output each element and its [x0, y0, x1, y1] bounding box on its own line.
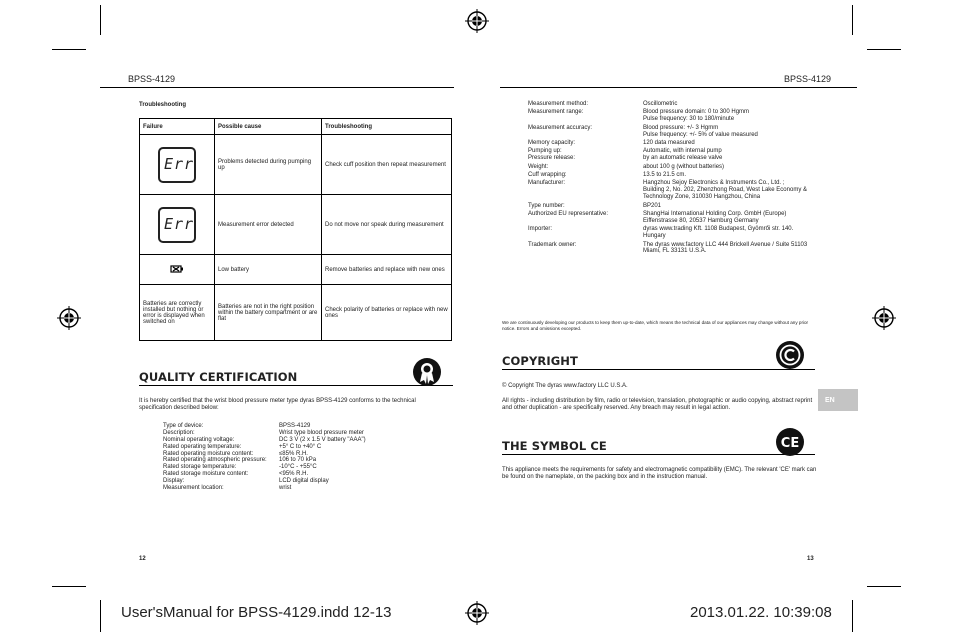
- column-header: Failure: [140, 119, 215, 135]
- crop-mark: [867, 586, 901, 587]
- quality-spec-list: [163, 423, 366, 492]
- failure-cell: [140, 195, 215, 255]
- crop-mark: [867, 49, 901, 50]
- failure-cell: [140, 255, 215, 285]
- section-rule: [502, 454, 815, 455]
- copyright-rights: All rights - including distribution by film, radio or television, translation, photographic or audio copying, abstract reprint and other duplication - are specifically reserved. Any breach may result in legal action.: [502, 398, 813, 411]
- cause-cell: Problems detected during pumping up: [215, 135, 322, 195]
- spec-row: Pumping up: Automatic, with internal pump: [528, 148, 722, 155]
- fix-cell: Remove batteries and replace with new ones: [322, 255, 452, 285]
- page-number-right: 13: [807, 556, 814, 562]
- footer-filename: User'sManual for BPSS-4129.indd 12-13: [121, 604, 392, 621]
- copyright-line: © Copyright The dyras www.factory LLC U.S.A.: [502, 383, 628, 389]
- registration-mark-icon: [872, 306, 896, 330]
- cause-cell: Low battery: [215, 255, 322, 285]
- column-header: Possible cause: [215, 119, 322, 135]
- section-rule: [139, 385, 453, 386]
- section-rule: [502, 369, 815, 370]
- table-row: [140, 135, 452, 195]
- crop-mark: [52, 49, 86, 50]
- svg-text:CE: CE: [780, 436, 800, 451]
- section-title-ce: THE SYMBOL CE: [502, 439, 607, 453]
- ce-text: This appliance meets the requirements for safety and electromagnetic compatibility (EMC). The relevant 'CE' mark can be found on the nameplate, on the packing box and in the instruction manual.: [502, 467, 817, 480]
- spec-row: Measurement location: wrist: [163, 485, 292, 492]
- table-header-row: [140, 119, 452, 135]
- table-row: [140, 285, 452, 341]
- table-row: [140, 195, 452, 255]
- spec-row: Trademark owner: The dyras www.factory LLC 444 Brickell Avenue / Suite 51103 Miami, FL 33131 U.S.A.: [528, 241, 808, 255]
- crop-mark: [852, 600, 853, 632]
- language-tab: EN: [818, 389, 858, 411]
- spec-row: Importer: dyras www.trading Kft. 1108 Budapest, Gyömrői str. 140. Hungary: [528, 226, 794, 240]
- crop-mark: [52, 586, 86, 587]
- spec-row: Manufacturer: Hangzhou Sejoy Electronics & Instruments Co., Ltd. ; Building 2, No. 202, Zhenzhong Road, West Lake Economy & Technology Zone, 310030 Hangzhou, China: [528, 180, 807, 201]
- copyright-icon: [775, 340, 805, 370]
- spec-row: Rated operating moisture content: ≤85% R.H.: [163, 450, 308, 457]
- spec-row: Weight: about 100 g (without batteries): [528, 163, 725, 170]
- award-ribbon-icon: [412, 357, 442, 389]
- quality-intro: It is hereby certified that the wrist blood pressure meter type dyras BPSS-4129 conforms to the technical specification described below:: [139, 398, 416, 411]
- failure-cell: Batteries are correctly installed but nothing or error is displayed when switched on: [140, 285, 215, 341]
- spec-row: Rated operating temperature: +5° C to +40° C: [163, 443, 322, 450]
- footer-timestamp: 2013.01.22. 10:39:08: [690, 604, 832, 621]
- low-battery-icon: [170, 264, 184, 274]
- table-row: [140, 255, 452, 285]
- header-rule-right: [500, 87, 857, 88]
- disclaimer: We are continuously developing our products to keep them up-to-date, which means the technical data of our appliances may change without any prior notice. Errors and omissions excepted.: [502, 320, 809, 331]
- registration-mark-icon: [57, 306, 81, 330]
- spec-row: Authorized EU representative: ShangHai International Holding Corp. GmbH (Europe) Eiffenstrasse 80, 20537 Hamburg Germany: [528, 210, 787, 224]
- section-title-quality: QUALITY CERTIFICATION: [139, 370, 298, 384]
- registration-mark-icon: [465, 9, 489, 33]
- spec-row: Type number: BP201: [528, 202, 662, 209]
- spec-row: Display: LCD digital display: [163, 478, 329, 485]
- troubleshooting-table: [139, 118, 452, 341]
- registration-mark-icon: [465, 601, 489, 625]
- fix-cell: Do not move nor speak during measurement: [322, 195, 452, 255]
- section-title-copyright: COPYRIGHT: [502, 354, 578, 368]
- column-header: Troubleshooting: [322, 119, 452, 135]
- spec-row: Rated storage moisture content: <95% R.H.: [163, 471, 309, 478]
- lcd-display: Err: [158, 147, 196, 183]
- spec-row: Rated operating atmospheric pressure: 106 to 70 kPa: [163, 457, 317, 464]
- spec-row: Pressure release: by an automatic release valve: [528, 155, 723, 162]
- spec-row: Cuff wrapping: 13.5 to 21.5 cm.: [528, 172, 687, 179]
- page-number-left: 12: [139, 556, 146, 562]
- crop-mark: [100, 5, 101, 35]
- technical-spec-list: [528, 101, 818, 255]
- spec-row: Measurement range: Blood pressure domain: 0 to 300 Hgmm Pulse frequency: 30 to 180/minute: [528, 109, 750, 123]
- spec-row: Measurement method: Oscillometric: [528, 101, 678, 107]
- crop-mark: [100, 600, 101, 632]
- failure-cell: [140, 135, 215, 195]
- spec-row: Nominal operating voltage: DC 3 V (2 x 1.5 V battery "AAA"): [163, 436, 366, 443]
- crop-mark: [852, 5, 853, 35]
- spec-row: Measurement accuracy: Blood pressure: +/- 3 Hgmm Pulse frequency: +/- 5% of value measured: [528, 124, 758, 138]
- header-rule-left: [100, 87, 454, 88]
- header-model-left: BPSS-4129: [128, 74, 176, 84]
- spec-row: Memory capacity: 120 data measured: [528, 139, 695, 146]
- cause-cell: Measurement error detected: [215, 195, 322, 255]
- ce-mark-icon: [775, 427, 805, 457]
- cause-cell: Batteries are not in the right position within the battery compartment or are flat: [215, 285, 322, 341]
- spec-row: Type of device: BPSS-4129: [163, 423, 311, 429]
- spec-row: Rated storage temperature: -10°C - +55°C: [163, 464, 317, 471]
- fix-cell: Check cuff position then repeat measurement: [322, 135, 452, 195]
- lcd-display: Err: [158, 207, 196, 243]
- header-model-right: BPSS-4129: [784, 74, 832, 84]
- spec-row: Description: Wrist type blood pressure meter: [163, 429, 364, 436]
- fix-cell: Check polarity of batteries or replace with new ones: [322, 285, 452, 341]
- troubleshooting-heading: Troubleshooting: [139, 102, 186, 108]
